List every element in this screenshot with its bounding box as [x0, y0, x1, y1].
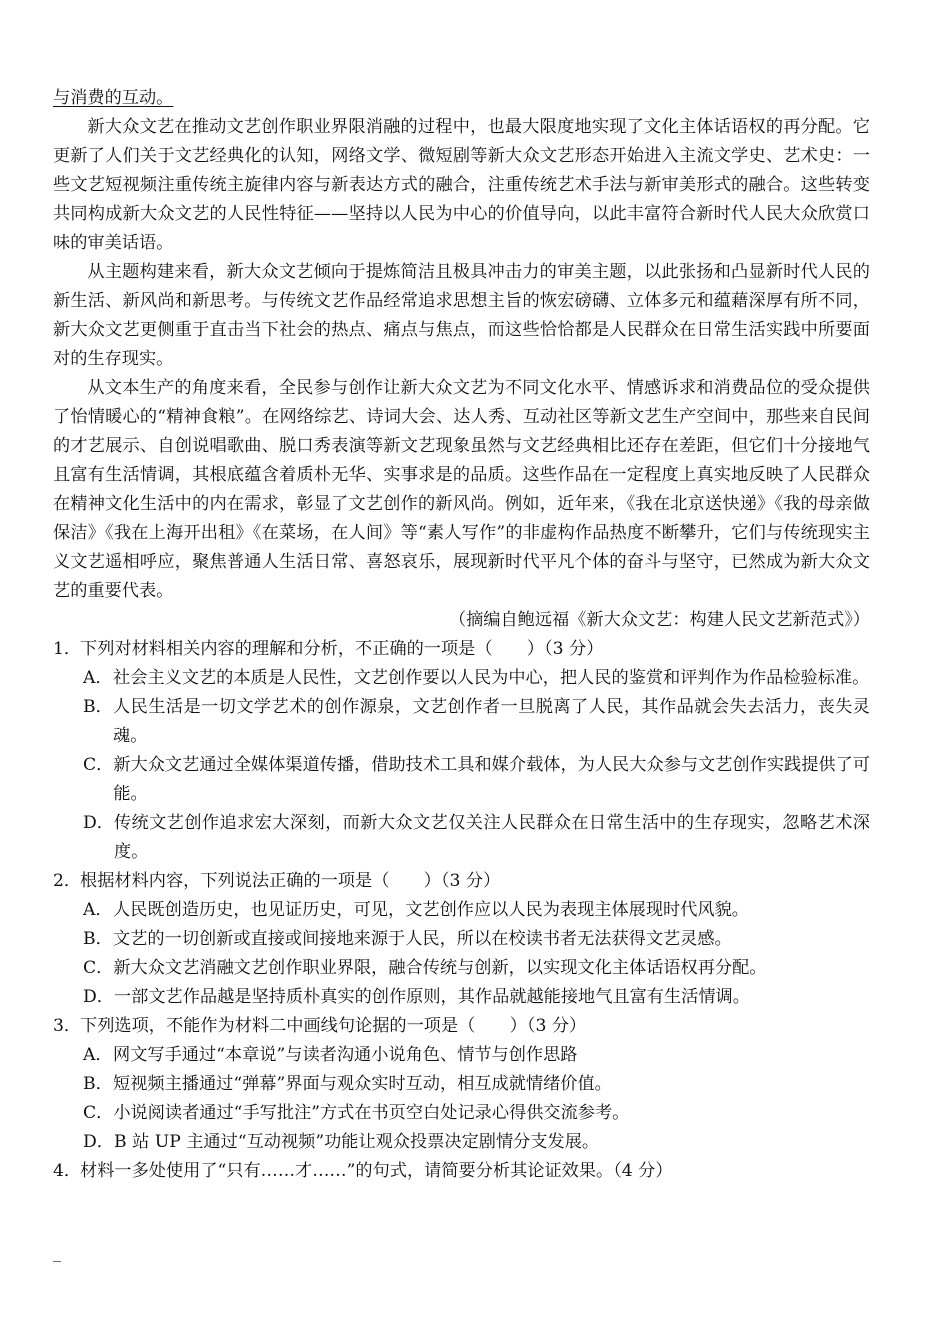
option-label: B． [83, 1074, 113, 1094]
question-stem [53, 1012, 870, 1041]
option-b [83, 693, 870, 751]
option-text: 人民既创造历史，也见证历史，可见，文艺创作应以人民为表现主体展现时代风貌。 [113, 900, 749, 920]
passage-paragraph-3: 从文本生产的角度来看，全民参与创作让新大众文艺为不同文化水平、情感诉求和消费品位的受众提供了怡情暖心的“精神食粮”。在网络综艺、诗词大会、达人秀、互动社区等新文艺生产空间中，那些来自民间的才艺展示、自创说唱歌曲、脱口秀表演等新文艺现象虽然与文艺经典相比还存在差距，但它们十分接地气且富有生活情调，其根底蕴含着质朴无华、实事求是的品质。这些作品在一定程度上真实地反映了人民群众在精神文化生活中的内在需求，彰显了文艺创作的新风尚。例如，近年来，《我在北京送快递》《我的母亲做保洁》《我在上海开出租》《在菜场，在人间》等“素人写作”的非虚构作品热度不断攀升，它们与传统现实主义文艺遥相呼应，聚焦普通人生活日常、喜怒哀乐，展现新时代平凡个体的奋斗与坚守，已然成为新大众文艺的重要代表。 [53, 378, 870, 601]
question-stem [53, 1157, 870, 1186]
document-page [53, 84, 870, 1186]
option-text: 网文写手通过“本章说”与读者沟通小说角色、情节与创作思路 [113, 1045, 578, 1065]
option-text: 新大众文艺消融文艺创作职业界限，融合传统与创新，以实现文化主体话语权再分配。 [113, 958, 767, 978]
question-number: 2． [53, 871, 82, 891]
question-3 [53, 1012, 870, 1157]
option-label: D． [83, 813, 114, 833]
option-c [83, 954, 870, 983]
option-b [83, 1070, 870, 1099]
question-2 [53, 867, 870, 1012]
passage-paragraph-1: 新大众文艺在推动文艺创作职业界限消融的过程中，也最大限度地实现了文化主体话语权的再分配。它更新了人们关于文艺经典化的认知，网络文学、微短剧等新大众文艺形态开始进入主流文学史、艺术史：一些文艺短视频注重传统主旋律内容与新表达方式的融合，注重传统艺术手法与新审美形式的融合。这些转变共同构成新大众文艺的人民性特征——坚持以人民为中心的价值导向，以此丰富符合新时代人民大众欣赏口味的审美话语。 [53, 117, 870, 253]
question-text: 下列对材料相关内容的理解和分析，不正确的一项是（ ）（3 分） [80, 639, 604, 659]
question-stem [53, 635, 870, 664]
option-label: B． [83, 697, 113, 717]
option-c [83, 751, 870, 809]
option-d [83, 983, 870, 1012]
option-text: 传统文艺创作追求宏大深刻，而新大众文艺仅关注人民群众在日常生活中的生存现实，忽略艺术深度。 [113, 813, 870, 862]
passage-paragraph-2: 从主题构建来看，新大众文艺倾向于提炼简洁且极具冲击力的审美主题，以此张扬和凸显新时代人民的新生活、新风尚和新思考。与传统文艺作品经常追求思想主旨的恢宏磅礴、立体多元和蕴藉深厚有所不同，新大众文艺更侧重于直击当下社会的热点、痛点与焦点，而这些恰恰都是人民群众在日常生活实践中所要面对的生存现实。 [53, 262, 870, 369]
option-text: 文艺的一切创新或直接或间接地来源于人民，所以在校读书者无法获得文艺灵感。 [113, 929, 732, 949]
option-text: 小说阅读者通过“手写批注”方式在书页空白处记录心得供交流参考。 [113, 1103, 630, 1123]
option-d [83, 809, 870, 867]
option-a [83, 896, 870, 925]
option-text: 社会主义文艺的本质是人民性，文艺创作要以人民为中心，把人民的鉴赏和评判作为作品检验标准。 [113, 668, 870, 688]
option-c [83, 1099, 870, 1128]
question-text: 根据材料内容，下列说法正确的一项是（ ）（3 分） [80, 871, 501, 891]
passage-first-line [53, 84, 870, 113]
question-text: 材料一多处使用了“只有……才……”的句式，请简要分析其论证效果。（4 分） [80, 1161, 673, 1181]
option-label: A． [83, 668, 113, 688]
option-label: C． [83, 958, 114, 978]
option-text: 新大众文艺通过全媒体渠道传播，借助技术工具和媒介载体，为人民大众参与文艺创作实践提供了可能。 [113, 755, 870, 804]
option-text: 一部文艺作品越是坚持质朴真实的创作原则，其作品就越能接地气且富有生活情调。 [113, 987, 750, 1007]
footer-mark: _ [53, 1243, 61, 1262]
question-number: 4． [53, 1161, 82, 1181]
option-label: C． [83, 755, 114, 775]
option-text: 短视频主播通过“弹幕”界面与观众实时互动，相互成就情绪价值。 [113, 1074, 612, 1094]
option-label: D． [83, 987, 114, 1007]
question-text: 下列选项，不能作为材料二中画线句论据的一项是（ ）（3 分） [80, 1016, 587, 1036]
question-stem [53, 867, 870, 896]
option-text: 人民生活是一切文学艺术的创作源泉，文艺创作者一旦脱离了人民，其作品就会失去活力，丧失灵魂。 [113, 697, 870, 746]
question-number: 1． [53, 639, 82, 659]
question-4 [53, 1157, 870, 1186]
question-number: 3． [53, 1016, 82, 1036]
option-b [83, 925, 870, 954]
option-label: A． [83, 900, 113, 920]
option-text: B 站 UP 主通过“互动视频”功能让观众投票决定剧情分支发展。 [113, 1132, 600, 1152]
option-a [83, 1041, 870, 1070]
passage-source: （摘编自鲍远福《新大众文艺：构建人民文艺新范式》） [448, 610, 870, 630]
option-label: A． [83, 1045, 113, 1065]
option-label: C． [83, 1103, 114, 1123]
question-1 [53, 635, 870, 867]
option-d [83, 1128, 870, 1157]
option-label: B． [83, 929, 113, 949]
option-label: D． [83, 1132, 114, 1152]
underlined-sentence: 与消费的互动。 [53, 88, 174, 108]
option-a [83, 664, 870, 693]
